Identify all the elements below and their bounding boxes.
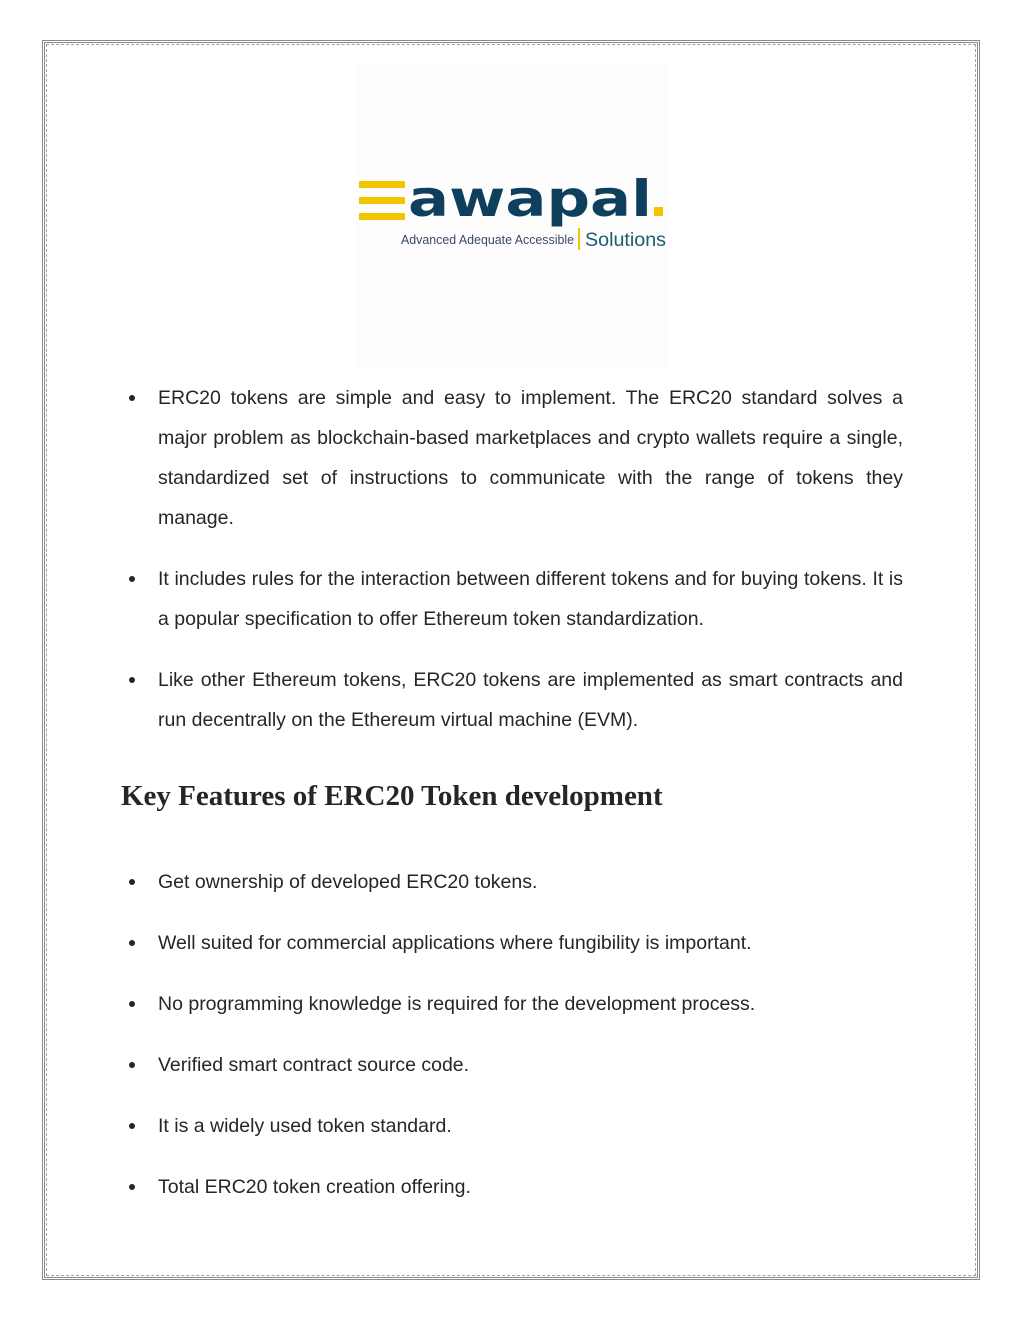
bullet-icon — [129, 576, 135, 582]
list-item-text: Like other Ethereum tokens, ERC20 tokens are implemented as smart contracts and run decentrally on the Ethereum virtual machine (EVM). — [158, 669, 903, 731]
logo-period — [654, 207, 663, 216]
section-heading: Key Features of ERC20 Token development — [121, 780, 663, 812]
list-item — [120, 1045, 903, 1085]
list-item-text: It includes rules for the interaction between different tokens and for buying tokens. It is a popular specification to offer Ethereum token standardization. — [158, 568, 903, 630]
list-item — [120, 559, 903, 639]
intro-bullet-list — [120, 378, 903, 761]
list-item — [120, 1167, 903, 1207]
list-item — [120, 923, 903, 963]
bullet-icon — [129, 1062, 135, 1068]
logo-wordmark: awapal — [408, 170, 652, 228]
list-item — [120, 862, 903, 902]
bullet-icon — [129, 1184, 135, 1190]
list-item-text: No programming knowledge is required for the development process. — [158, 993, 756, 1015]
bullet-icon — [129, 1123, 135, 1129]
list-item-text: ERC20 tokens are simple and easy to implement. The ERC20 standard solves a major problem as blockchain-based marketplaces and crypto wallets require a single, standardized set of instructions to communicate with the range of tokens they manage. — [158, 387, 903, 529]
list-item — [120, 1106, 903, 1146]
logo-solutions: Solutions — [585, 230, 666, 251]
bullet-icon — [129, 940, 135, 946]
bullet-icon — [129, 395, 135, 401]
logo-stripe-top — [359, 181, 405, 188]
bullet-icon — [129, 879, 135, 885]
bullet-icon — [129, 677, 135, 683]
bullet-icon — [129, 1001, 135, 1007]
logo-tagline: Advanced Adequate Accessible — [401, 233, 575, 247]
logo-stripe-bottom — [359, 213, 405, 220]
list-item — [120, 378, 903, 538]
logo-divider — [578, 228, 580, 250]
logo-graphic — [356, 66, 668, 366]
list-item-text: Verified smart contract source code. — [158, 1054, 470, 1076]
list-item-text: It is a widely used token standard. — [158, 1115, 452, 1137]
company-logo — [356, 66, 668, 366]
list-item-text: Total ERC20 token creation offering. — [158, 1176, 471, 1198]
list-item — [120, 660, 903, 740]
features-bullet-list — [120, 862, 903, 1228]
list-item-text: Get ownership of developed ERC20 tokens. — [158, 871, 538, 893]
list-item — [120, 984, 903, 1024]
logo-stripe-middle — [359, 197, 405, 204]
list-item-text: Well suited for commercial applications where fungibility is important. — [158, 932, 752, 954]
